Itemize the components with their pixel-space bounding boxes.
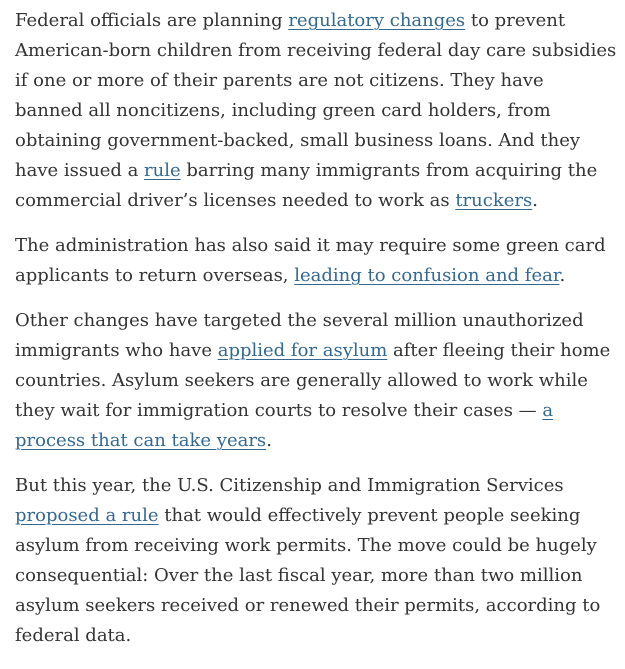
link-applied-for-asylum[interactable]: applied for asylum <box>217 340 388 361</box>
link-regulatory-changes[interactable]: regulatory changes <box>288 10 466 31</box>
link-process-years[interactable]: a process that can take years <box>15 400 554 451</box>
paragraph-text: barring many immigrants from acquiring the commercial driver’s licenses needed to work as <box>15 160 598 211</box>
paragraph-text: that would effectively prevent people seeking asylum from receiving work permits. The move could be hugely consequential: Over the last fiscal year, more than two million asylum seekers received or renewed their permits, according to federal data. <box>15 505 601 646</box>
paragraph-3 <box>15 306 617 456</box>
paragraph-text: . <box>266 430 272 451</box>
link-truckers[interactable]: truckers <box>455 190 533 211</box>
link-proposed-rule[interactable]: proposed a rule <box>15 505 159 526</box>
paragraph-text: . <box>532 190 538 211</box>
paragraph-2 <box>15 231 617 291</box>
paragraph-text: But this year, the U.S. Citizenship and Immigration Services <box>15 475 564 496</box>
paragraph-text: Other changes have targeted the several million unauthorized immigrants who have <box>15 310 584 361</box>
paragraph-text: Federal officials are planning <box>15 10 289 31</box>
paragraph-text: The administration has also said it may require some green card applicants to return overseas, <box>15 235 606 286</box>
link-rule[interactable]: rule <box>144 160 181 181</box>
paragraph-4 <box>15 471 617 651</box>
paragraph-text: after fleeing their home countries. Asylum seekers are generally allowed to work while they wait for immigration courts to resolve their cases — <box>15 340 611 421</box>
paragraph-1 <box>15 6 617 216</box>
paragraph-text: . <box>559 265 566 286</box>
paragraph-text: to prevent American-born children from receiving federal day care subsidies if one or more of their parents are not citizens. They have banned all noncitizens, including green card holders, from obtaining government-backed, small business loans. And they have issued a <box>15 10 617 181</box>
link-confusion-and-fear[interactable]: leading to confusion and fear <box>294 265 560 286</box>
